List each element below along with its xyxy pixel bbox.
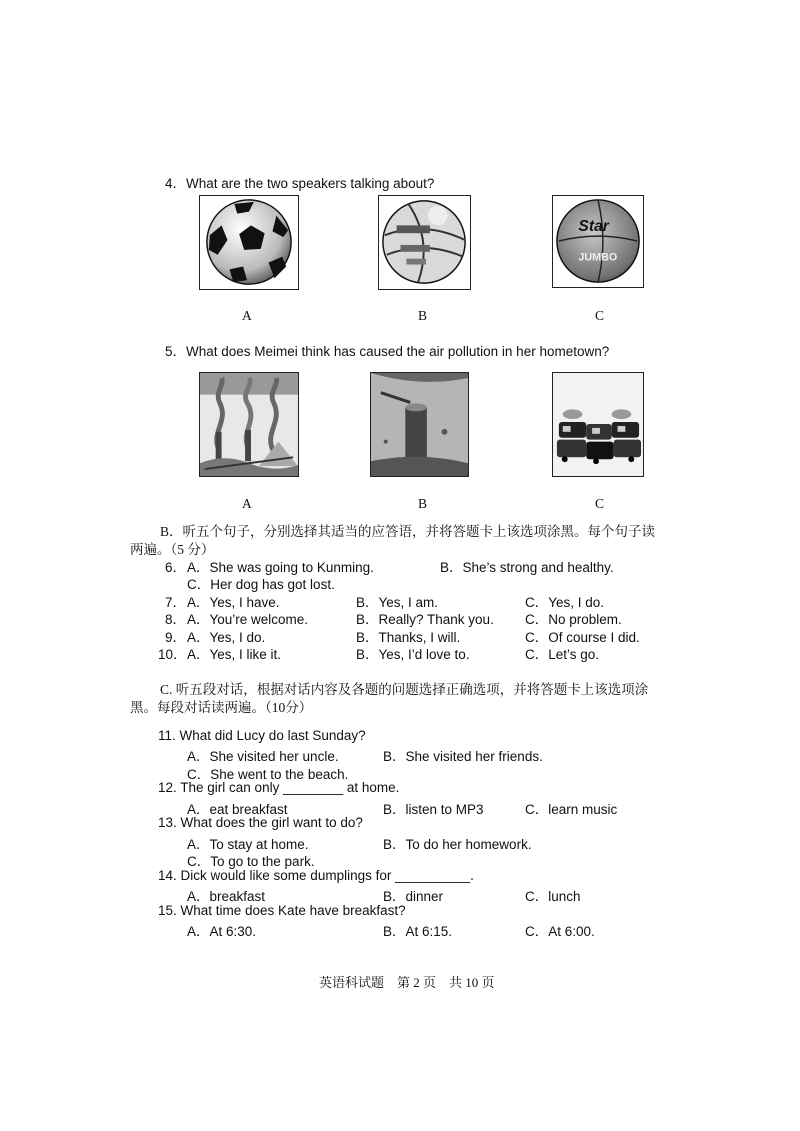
q8-option-c[interactable]: C．No problem. <box>525 612 622 627</box>
question-13-text: 13. What does the girl want to do? <box>158 815 363 830</box>
q15-option-b[interactable]: B．At 6:15. <box>383 924 453 939</box>
q12-option-a[interactable]: A．eat breakfast <box>187 802 288 817</box>
section-b-heading-line2: 两遍。（5 分） <box>130 542 215 557</box>
q9-option-c[interactable]: C．Of course I did. <box>525 630 640 645</box>
q13-option-b[interactable]: B．To do her homework. <box>383 837 532 852</box>
basketball-image <box>552 195 644 288</box>
page-footer: 英语科试题 第 2 页 共 10 页 <box>319 975 495 990</box>
q4-option-a-label[interactable]: A <box>242 308 252 323</box>
section-b-heading-line1: B．听五个句子，分别选择其适当的应答语，并将答题卡上该选项涂黑。每个句子读 <box>160 524 656 539</box>
q5-option-a-label[interactable]: A <box>242 496 252 511</box>
q10-option-a[interactable]: A．Yes, I like it. <box>187 647 282 662</box>
q6-option-b[interactable]: B．She’s strong and healthy. <box>440 560 614 575</box>
q11-option-c[interactable]: C．She went to the beach. <box>187 767 349 782</box>
cut-tree-stump-image <box>370 372 469 477</box>
q13-option-a[interactable]: A．To stay at home. <box>187 837 309 852</box>
q12-option-b[interactable]: B．listen to MP3 <box>383 802 484 817</box>
basketball-brand-text: Star <box>578 218 609 236</box>
traffic-jam-image <box>552 372 644 477</box>
q14-option-c[interactable]: C．lunch <box>525 889 581 904</box>
q7-number: 7． <box>165 595 187 610</box>
q9-number: 9． <box>165 630 187 645</box>
q11-option-a[interactable]: A．She visited her uncle. <box>187 749 339 764</box>
soccer-ball-image <box>199 195 299 290</box>
q10-number: 10． <box>158 647 187 662</box>
q12-option-c[interactable]: C．learn music <box>525 802 618 817</box>
q6-number: 6． <box>165 560 187 575</box>
q13-option-c[interactable]: C．To go to the park. <box>187 854 315 869</box>
q4-option-c-label[interactable]: C <box>595 308 605 323</box>
q7-option-a[interactable]: A．Yes, I have. <box>187 595 280 610</box>
question-5-text: 5．What does Meimei think has caused the air pollution in her hometown? <box>165 344 610 359</box>
question-11-text: 11. What did Lucy do last Sunday? <box>158 728 366 743</box>
q14-option-b[interactable]: B．dinner <box>383 889 444 904</box>
q11-option-b[interactable]: B．She visited her friends. <box>383 749 543 764</box>
section-c-heading-line1: C. 听五段对话，根据对话内容及各题的问题选择正确选项，并将答题卡上该选项涂 <box>160 682 649 697</box>
q5-option-b-label[interactable]: B <box>418 496 428 511</box>
q14-option-a[interactable]: A．breakfast <box>187 889 266 904</box>
q6-option-a[interactable]: A．She was going to Kunming. <box>187 560 374 575</box>
q8-option-a[interactable]: A．You’re welcome. <box>187 612 309 627</box>
question-4-text: 4．What are the two speakers talking about? <box>165 176 435 191</box>
q8-option-b[interactable]: B．Really? Thank you. <box>356 612 494 627</box>
q7-option-c[interactable]: C．Yes, I do. <box>525 595 605 610</box>
volleyball-image <box>378 195 471 290</box>
q8-number: 8． <box>165 612 187 627</box>
q7-option-b[interactable]: B．Yes, I am. <box>356 595 439 610</box>
q6-option-c[interactable]: C．Her dog has got lost. <box>187 577 335 592</box>
factory-smoke-image <box>199 372 299 477</box>
q15-option-a[interactable]: A．At 6:30. <box>187 924 257 939</box>
q9-option-a[interactable]: A．Yes, I do. <box>187 630 266 645</box>
q4-option-b-label[interactable]: B <box>418 308 428 323</box>
question-15-text: 15. What time does Kate have breakfast? <box>158 903 406 918</box>
question-14-text: 14. Dick would like some dumplings for __________. <box>158 868 474 883</box>
q5-option-c-label[interactable]: C <box>595 496 605 511</box>
q10-option-c[interactable]: C．Let’s go. <box>525 647 600 662</box>
section-c-heading-line2: 黑。每段对话读两遍。（10分） <box>130 700 313 715</box>
q10-option-b[interactable]: B．Yes, I’d love to. <box>356 647 470 662</box>
q9-option-b[interactable]: B．Thanks, I will. <box>356 630 461 645</box>
basketball-model-text: JUMBO <box>578 251 618 264</box>
question-12-text: 12. The girl can only ________ at home. <box>158 780 400 795</box>
q15-option-c[interactable]: C．At 6:00. <box>525 924 595 939</box>
